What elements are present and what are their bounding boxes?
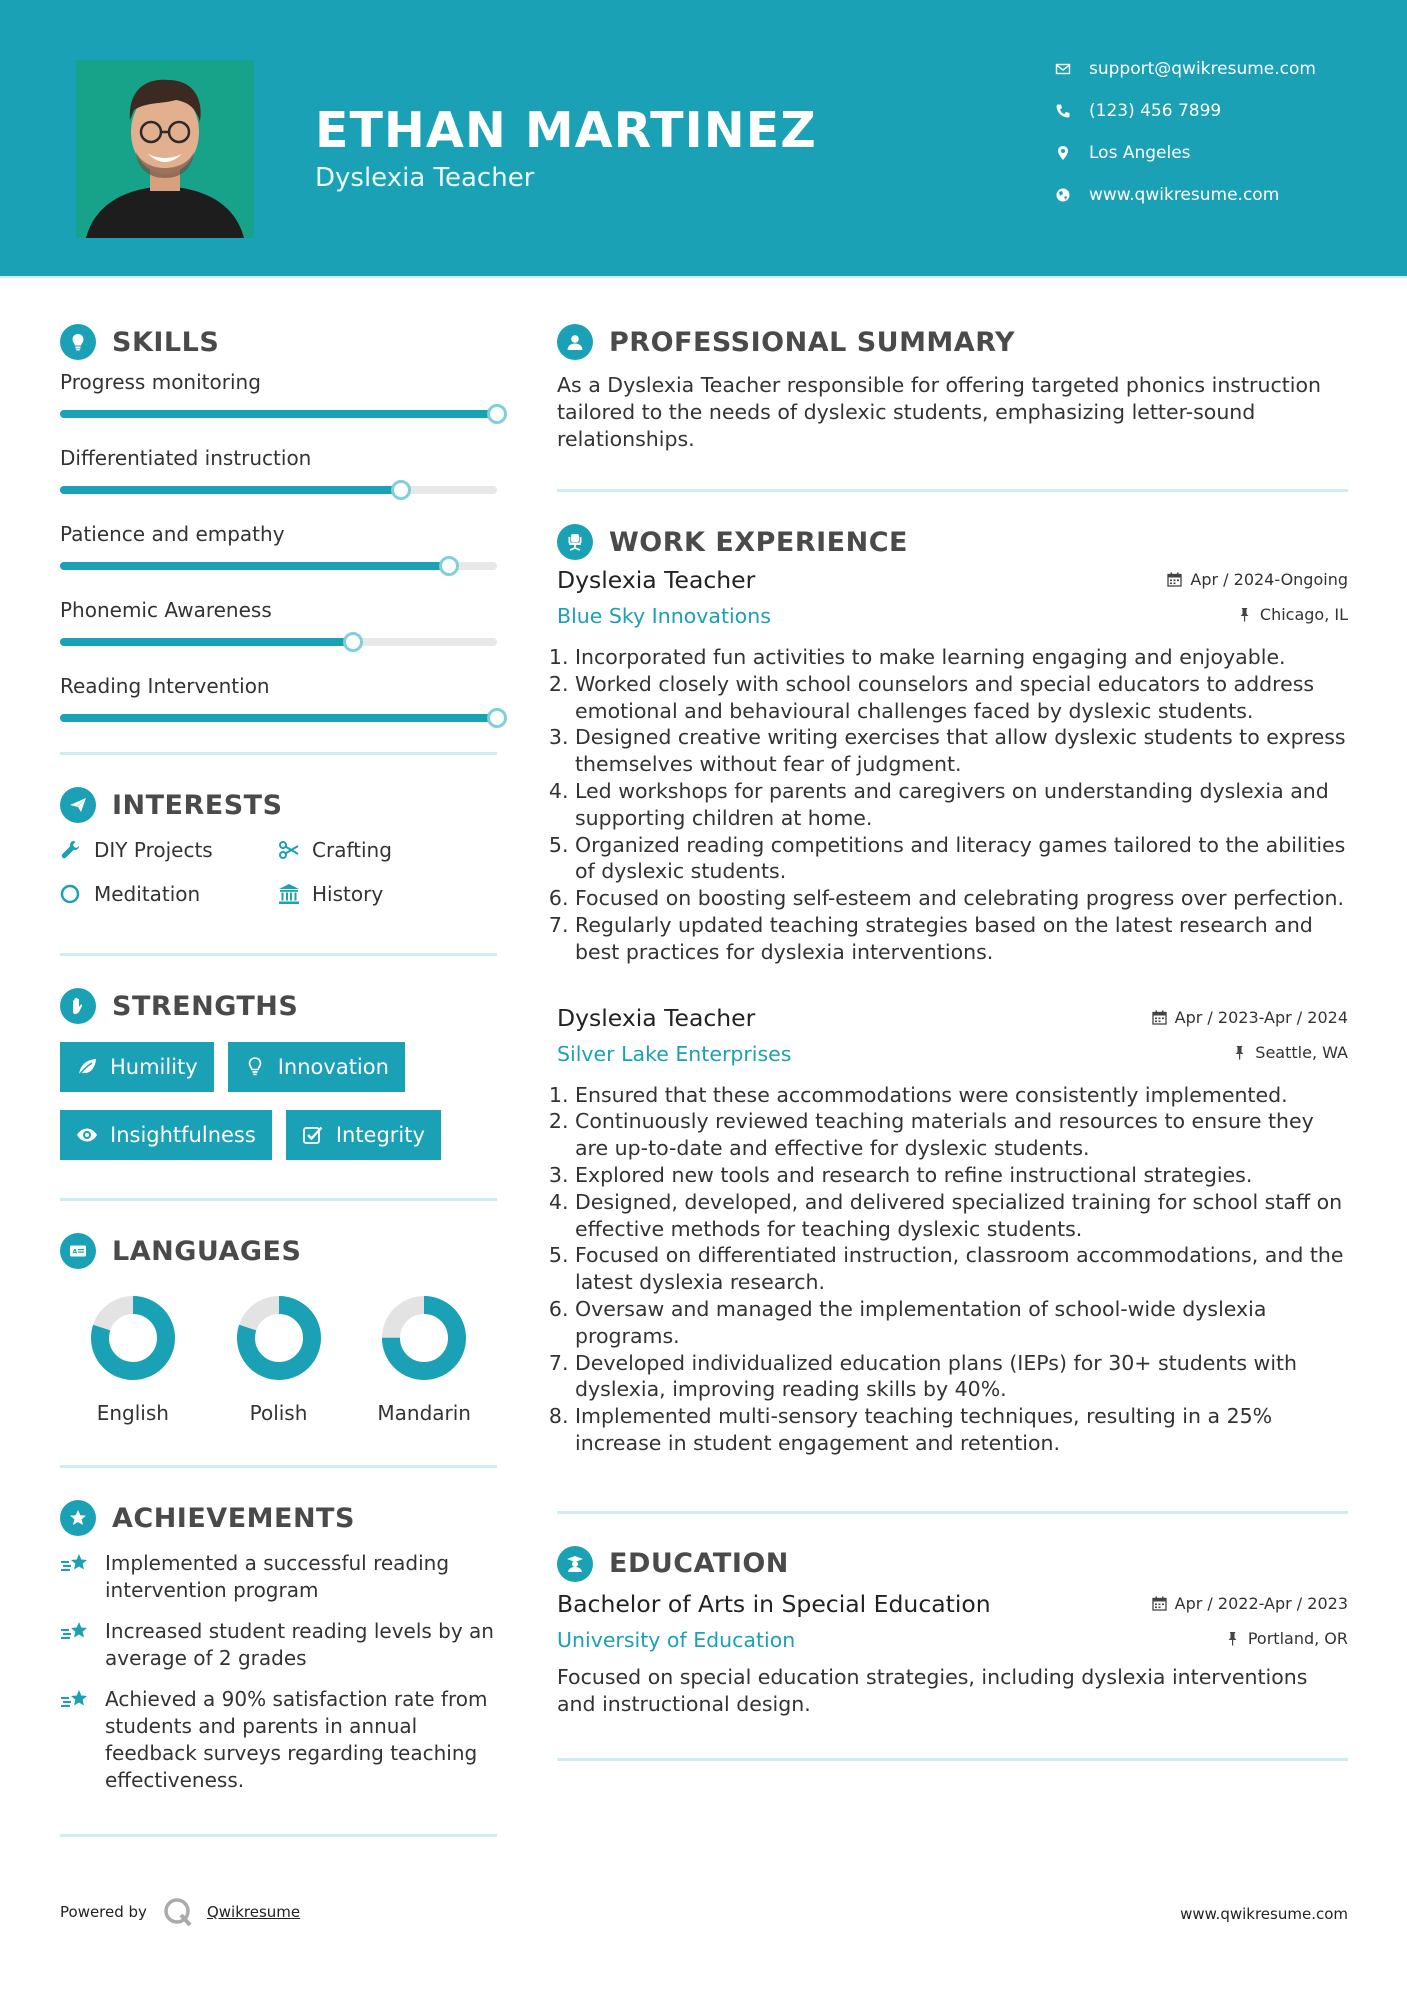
job-date — [1152, 1008, 1348, 1027]
experience-list — [557, 562, 1348, 1457]
shooting-star-icon — [60, 1618, 105, 1672]
language-donut — [381, 1295, 467, 1381]
skill-label: Phonemic Awareness — [60, 598, 272, 622]
education-title: EDUCATION — [609, 1548, 789, 1580]
job-bullet: 4. Led workshops for parents and caregivers on understanding dyslexia and supporting children at home. — [575, 778, 1348, 832]
summary-text: As a Dyslexia Teacher responsible for offering targeted phonics instruction tailored to the needs of dyslexic students, emphasizing letter-sound relationships. — [557, 373, 1321, 451]
skill-label: Progress monitoring — [60, 370, 261, 394]
language-label: Mandarin — [377, 1401, 471, 1425]
job-bullet: 5. Focused on differentiated instruction, classroom accommodations, and the latest dyslexia research. — [575, 1242, 1348, 1296]
candidate-name: ETHAN MARTINEZ — [315, 102, 817, 159]
interest-item — [60, 881, 278, 907]
skills-divider — [60, 752, 497, 755]
calendar-icon — [1152, 1596, 1167, 1611]
language-item — [351, 1295, 497, 1425]
skill-item — [60, 674, 497, 750]
qwikresume-logo-icon — [161, 1895, 195, 1929]
skill-bar-fill — [60, 410, 497, 418]
strength-label: Innovation — [277, 1055, 389, 1079]
language-donut — [90, 1295, 176, 1381]
achievements-list — [60, 1550, 497, 1794]
job-bullet: 7. Developed individualized education plans (IEPs) for 30+ students with dyslexia, improving reading skills by 40%. — [575, 1350, 1348, 1404]
job-bullet: 8. Implemented multi-sensory teaching techniques, resulting in a 25% increase in student engagement and retention. — [575, 1403, 1348, 1457]
powered-by-text: Powered by — [60, 1903, 147, 1921]
achievements-heading — [60, 1496, 497, 1540]
calendar-icon — [1167, 572, 1182, 587]
contact-location-text: Los Angeles — [1089, 143, 1191, 163]
calendar-icon — [1152, 1010, 1167, 1025]
skill-label: Reading Intervention — [60, 674, 270, 698]
skills-list — [60, 370, 497, 750]
shooting-star-icon — [60, 1686, 105, 1794]
skill-bar-fill — [60, 714, 497, 722]
strength-tag — [228, 1042, 405, 1092]
job-company: Silver Lake Enterprises — [557, 1041, 792, 1066]
envelope-icon — [1055, 61, 1089, 77]
svg-text:A: A — [72, 1248, 78, 1256]
job-company: Blue Sky Innovations — [557, 604, 771, 628]
job-location-text: Chicago, IL — [1259, 605, 1348, 624]
phone-icon — [1055, 103, 1089, 119]
interest-label: DIY Projects — [94, 838, 213, 862]
institution-icon — [278, 883, 312, 905]
skill-bar-fill — [60, 638, 353, 646]
contact-phone[interactable] — [1055, 96, 1375, 126]
contact-email-text: support@qwikresume.com — [1089, 59, 1316, 79]
education-description: Focused on special education strategies, including dyslexia interventions and instructional design. — [557, 1664, 1308, 1716]
header-divider — [0, 276, 1407, 278]
summary-heading — [557, 320, 1348, 364]
summary-divider — [557, 489, 1348, 492]
skill-bar-knob — [439, 556, 459, 576]
leaf-icon — [76, 1056, 98, 1078]
job-bullet: 3. Explored new tools and research to refine instructional strategies. — [575, 1162, 1348, 1189]
job-bullets — [557, 644, 1348, 966]
achievement-item — [60, 1618, 497, 1672]
contact-website[interactable] — [1055, 180, 1375, 210]
skills-title: SKILLS — [112, 326, 220, 358]
achievement-text: Achieved a 90% satisfaction rate from students and parents in annual feedback surveys regarding teaching effectiveness. — [105, 1687, 488, 1792]
interest-item — [60, 837, 278, 863]
paper-plane-icon — [60, 787, 96, 823]
education-date — [1152, 1594, 1348, 1613]
language-label: Polish — [249, 1401, 308, 1425]
footer-website[interactable]: www.qwikresume.com — [1180, 1905, 1348, 1923]
strengths-heading — [60, 984, 497, 1028]
right-column — [557, 300, 1348, 1761]
skill-bar-track — [60, 486, 497, 494]
eye-icon — [76, 1124, 98, 1146]
interest-item — [278, 881, 497, 907]
job-location-text: Seattle, WA — [1255, 1042, 1348, 1062]
skill-item — [60, 598, 497, 674]
checkbox-icon — [302, 1124, 324, 1146]
profile-photo — [76, 60, 254, 238]
skill-bar-track — [60, 638, 497, 646]
strength-tag — [60, 1042, 214, 1092]
experience-divider — [557, 1511, 1348, 1514]
job-location — [1232, 1043, 1348, 1062]
user-icon — [557, 324, 593, 360]
education-location — [1225, 1629, 1348, 1648]
education-date-text: Apr / 2022-Apr / 2023 — [1174, 1593, 1348, 1613]
achievements-divider — [60, 1834, 497, 1837]
strengths-title: STRENGTHS — [112, 990, 299, 1022]
job-bullets — [557, 1082, 1348, 1457]
job-bullet: 3. Designed creative writing exercises that allow dyslexic students to express themselves without fear of judgment. — [575, 724, 1348, 778]
skill-bar-knob — [487, 708, 507, 728]
strengths-list — [60, 1042, 497, 1160]
job-date — [1167, 570, 1348, 589]
star-badge-icon — [60, 1500, 96, 1536]
language-item — [206, 1295, 352, 1425]
interests-divider — [60, 953, 497, 956]
interest-label: Crafting — [312, 838, 392, 862]
languages-list — [60, 1295, 497, 1425]
contact-location — [1055, 138, 1375, 168]
job-bullet: 1. Ensured that these accommodations were consistently implemented. — [575, 1082, 1348, 1109]
experience-title: WORK EXPERIENCE — [609, 526, 908, 558]
job-bullet: 2. Continuously reviewed teaching materials and resources to ensure they are up-to-date and effective for dyslexic students. — [575, 1108, 1348, 1162]
skill-bar-fill — [60, 562, 449, 570]
job-location — [1237, 605, 1348, 624]
header-banner — [0, 0, 1407, 276]
pushpin-icon — [1237, 607, 1252, 622]
interests-heading — [60, 783, 497, 827]
interest-label: History — [312, 882, 384, 906]
education-entry — [557, 1586, 1348, 1718]
globe-icon — [1055, 187, 1089, 203]
language-donut — [236, 1295, 322, 1381]
skill-item — [60, 370, 497, 446]
job-date-text: Apr / 2023-Apr / 2024 — [1174, 1007, 1348, 1027]
job-entry — [557, 1000, 1348, 1457]
job-date-text: Apr / 2024-Ongoing — [1190, 570, 1348, 589]
pushpin-icon — [1225, 1631, 1240, 1646]
skill-item — [60, 522, 497, 598]
job-bullet: 6. Focused on boosting self-esteem and celebrating progress over perfection. — [575, 885, 1348, 912]
job-bullet: 1. Incorporated fun activities to make learning engaging and enjoyable. — [575, 644, 1348, 671]
language-card-icon — [60, 1233, 96, 1269]
strength-tag — [60, 1110, 272, 1160]
education-school: University of Education — [557, 1627, 796, 1652]
skill-bar-track — [60, 714, 497, 722]
languages-divider — [60, 1465, 497, 1468]
shooting-star-icon — [60, 1550, 105, 1604]
strength-label: Insightfulness — [110, 1123, 256, 1147]
strength-label: Integrity — [335, 1123, 425, 1147]
map-pin-icon — [1055, 145, 1089, 161]
job-title: Dyslexia Teacher — [557, 566, 756, 594]
contact-website-text: www.qwikresume.com — [1089, 185, 1280, 205]
skill-bar-track — [60, 410, 497, 418]
skill-item — [60, 446, 497, 522]
interest-label: Meditation — [94, 882, 201, 906]
job-title: Dyslexia Teacher — [557, 1003, 756, 1032]
contact-phone-text: (123) 456 7899 — [1089, 101, 1222, 121]
strength-label: Humility — [110, 1055, 198, 1079]
scissors-icon — [278, 839, 312, 861]
qwikresume-link[interactable]: Qwikresume — [206, 1903, 301, 1921]
wrench-icon — [60, 839, 94, 861]
circle-icon — [60, 883, 94, 905]
candidate-role: Dyslexia Teacher — [315, 163, 535, 193]
job-entry — [557, 562, 1348, 966]
languages-heading — [60, 1229, 497, 1273]
left-column — [60, 300, 497, 1837]
pushpin-icon — [1232, 1045, 1247, 1060]
hand-icon — [60, 988, 96, 1024]
achievement-text: Increased student reading levels by an average of 2 grades — [105, 1619, 494, 1670]
achievement-item — [60, 1550, 497, 1604]
strength-tag — [286, 1110, 441, 1160]
education-location-text: Portland, OR — [1247, 1628, 1348, 1648]
graduate-icon — [557, 1546, 593, 1582]
skill-label: Differentiated instruction — [60, 446, 312, 470]
office-chair-icon — [557, 524, 593, 560]
skill-label: Patience and empathy — [60, 522, 285, 546]
lightbulb-icon — [60, 324, 96, 360]
skill-bar-knob — [343, 632, 363, 652]
summary-title: PROFESSIONAL SUMMARY — [609, 326, 1016, 358]
strengths-divider — [60, 1198, 497, 1201]
education-degree: Bachelor of Arts in Special Education — [557, 1589, 991, 1618]
languages-title: LANGUAGES — [112, 1235, 302, 1267]
contact-email[interactable] — [1055, 54, 1375, 84]
job-bullet: 7. Regularly updated teaching strategies based on the latest research and best practices for dyslexia interventions. — [575, 912, 1348, 966]
job-bullet: 6. Oversaw and managed the implementation of school-wide dyslexia programs. — [575, 1296, 1348, 1350]
language-item — [60, 1295, 206, 1425]
job-bullet: 5. Organized reading competitions and literacy games tailored to the abilities of dyslexic students. — [575, 832, 1348, 886]
job-bullet: 2. Worked closely with school counselors and special educators to address emotional and behavioural challenges faced by dyslexic students. — [575, 671, 1348, 725]
skills-heading — [60, 320, 497, 364]
footer-powered-by — [60, 1895, 300, 1929]
achievement-text: Implemented a successful reading intervention program — [105, 1551, 450, 1602]
interests-list — [60, 837, 497, 907]
skill-bar-knob — [391, 480, 411, 500]
lightbulb-icon — [244, 1056, 266, 1078]
education-divider — [557, 1758, 1348, 1761]
language-label: English — [96, 1401, 169, 1425]
skill-bar-knob — [487, 404, 507, 424]
skill-bar-track — [60, 562, 497, 570]
interests-title: INTERESTS — [112, 789, 283, 821]
education-heading — [557, 1542, 1348, 1586]
skill-bar-fill — [60, 486, 401, 494]
interest-item — [278, 837, 497, 863]
achievements-title: ACHIEVEMENTS — [112, 1502, 355, 1534]
experience-heading — [557, 520, 1348, 564]
job-bullet: 4. Designed, developed, and delivered specialized training for school staff on effective methods for teaching dyslexic students. — [575, 1189, 1348, 1243]
achievement-item — [60, 1686, 497, 1794]
